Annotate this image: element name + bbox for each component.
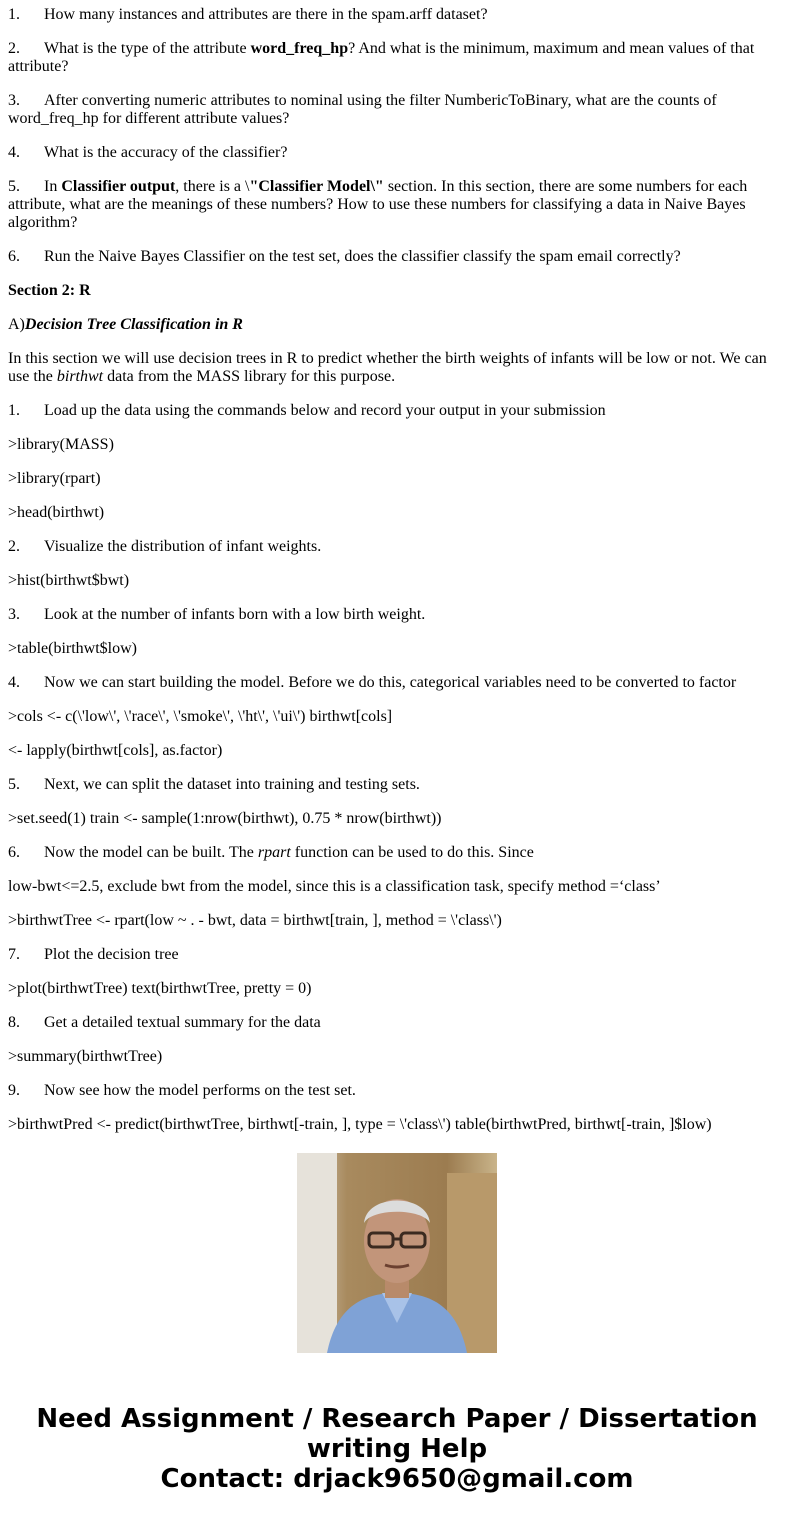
subsection-heading: A)Decision Tree Classification in R — [8, 316, 243, 333]
step-4: 4. Now we can start building the model. Before we do this, categorical variables need to be converted to factor — [8, 674, 737, 691]
code-line: >set.seed(1) train <- sample(1:nrow(birthwt), 0.75 * nrow(birthwt)) — [8, 810, 442, 827]
banner-contact-email: Contact: drjack9650@gmail.com — [160, 1464, 634, 1494]
intro-paragraph: In this section we will use decision trees in R to predict whether the birth weights of infants will be low or not. We can use the birthwt data from the MASS library for this purpose. — [8, 350, 767, 385]
code-line: >library(MASS) — [8, 436, 114, 453]
step-6: 6. Now the model can be built. The rpart function can be used to do this. Since — [8, 844, 534, 861]
section-heading: Section 2: R — [8, 282, 91, 299]
question-5: 5. In Classifier output, there is a \"Classifier Model\" section. In this section, there are some numbers for each attribute, what are the meanings of these numbers? How to use these numbers for classifying a data in Naive Bayes algorithm? — [8, 178, 748, 231]
code-line-cut-off: >birthwtPred <- predict(birthwtTree, birthwt[-train, ], type = \'class\') table(birthwtPred, birthwt[-train, ]$low) — [8, 1116, 712, 1133]
code-line: low-bwt<=2.5, exclude bwt from the model, since this is a classification task, specify method =‘class’ — [8, 878, 661, 895]
document-body — [8, 6, 778, 1133]
portrait-image — [297, 1153, 497, 1353]
code-line: >table(birthwt$low) — [8, 640, 137, 657]
step-5: 5. Next, we can split the dataset into training and testing sets. — [8, 776, 420, 793]
code-line: >library(rpart) — [8, 470, 101, 487]
code-line: >hist(birthwt$bwt) — [8, 572, 130, 589]
banner-line-1: Need Assignment / Research Paper / Dissertation — [36, 1404, 758, 1434]
step-7: 7. Plot the decision tree — [8, 946, 179, 963]
author-photo — [297, 1153, 497, 1353]
code-line: >summary(birthwtTree) — [8, 1048, 163, 1065]
contact-banner — [0, 1404, 794, 1494]
step-1: 1. Load up the data using the commands below and record your output in your submission — [8, 402, 606, 419]
step-3: 3. Look at the number of infants born with a low birth weight. — [8, 606, 426, 623]
question-4: 4. What is the accuracy of the classifier? — [8, 144, 288, 161]
step-2: 2. Visualize the distribution of infant weights. — [8, 538, 322, 555]
code-line: >cols <- c(\'low\', \'race\', \'smoke\', \'ht\', \'ui\') birthwt[cols] — [8, 708, 393, 725]
banner-line-2: writing Help — [306, 1434, 488, 1464]
code-line: >plot(birthwtTree) text(birthwtTree, pretty = 0) — [8, 980, 312, 997]
question-1: 1. How many instances and attributes are there in the spam.arff dataset? — [8, 6, 488, 23]
step-8: 8. Get a detailed textual summary for the data — [8, 1014, 321, 1031]
question-3: 3. After converting numeric attributes to nominal using the filter NumbericToBinary, what are the counts of word_freq_hp for different attribute values? — [8, 92, 717, 127]
code-line: >head(birthwt) — [8, 504, 105, 521]
code-line: >birthwtTree <- rpart(low ~ . - bwt, data = birthwt[train, ], method = \'class\') — [8, 912, 502, 929]
step-9: 9. Now see how the model performs on the test set. — [8, 1082, 356, 1099]
question-6: 6. Run the Naive Bayes Classifier on the test set, does the classifier classify the spam email correctly? — [8, 248, 681, 265]
code-line: <- lapply(birthwt[cols], as.factor) — [8, 742, 223, 759]
question-2: 2. What is the type of the attribute word_freq_hp? And what is the minimum, maximum and mean values of that attribute? — [8, 40, 755, 75]
